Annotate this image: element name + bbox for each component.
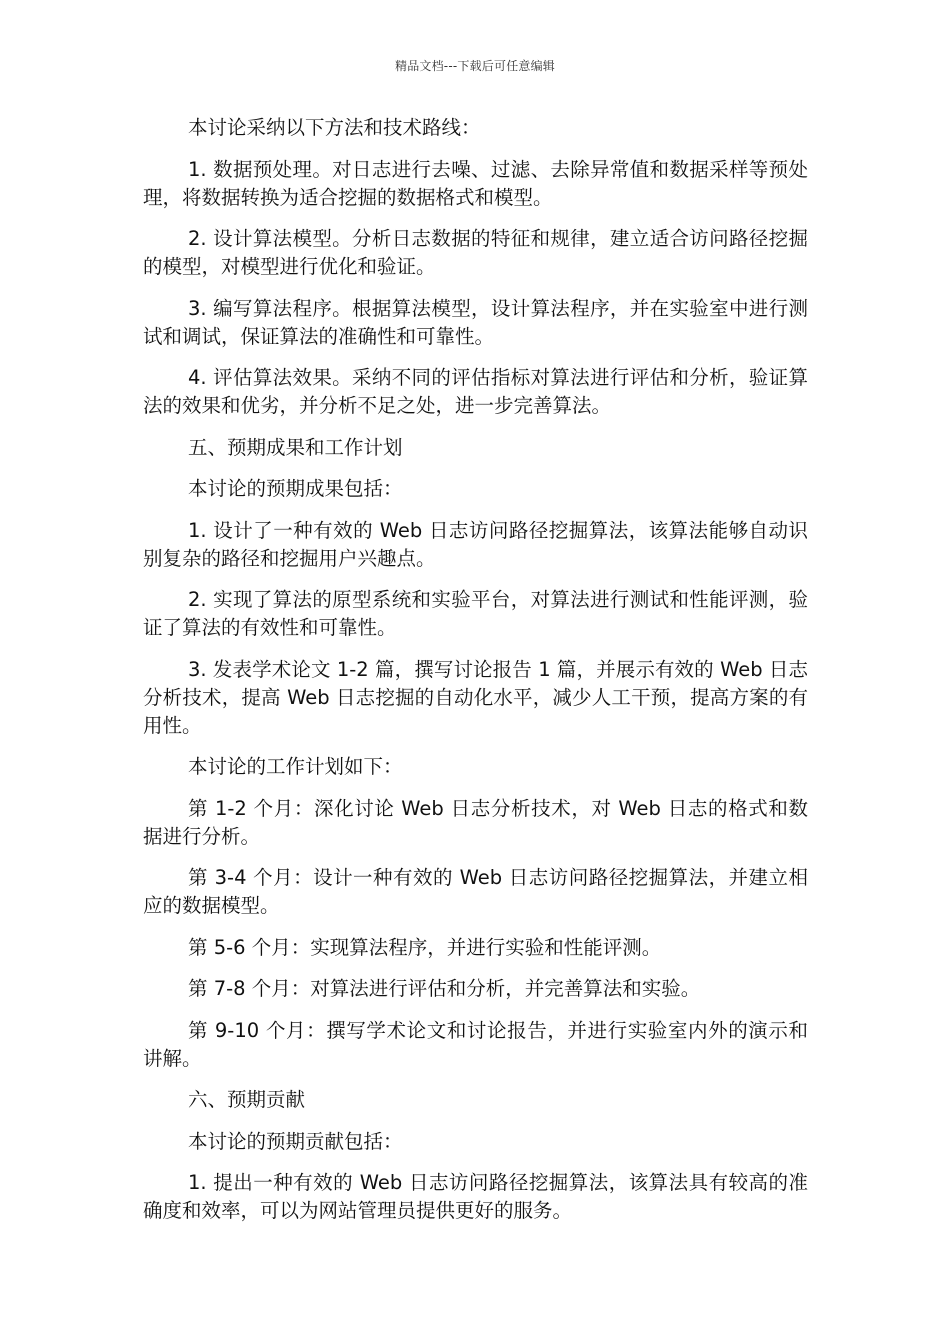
paragraph-method-2: 2. 设计算法模型。分析日志数据的特征和规律，建立适合访问路径挖掘的模型，对模型进行优化和验证。 [143, 227, 808, 278]
document-body [143, 114, 808, 1239]
paragraph-contrib-intro: 本讨论的预期贡献包括： [188, 1129, 403, 1153]
paragraph-contrib-1: 1. 提出一种有效的 Web 日志访问路径挖掘算法，该算法具有较高的准确度和效率，可以为网站管理员提供更好的服务。 [143, 1171, 808, 1222]
paragraph-methods-intro: 本讨论采纳以下方法和技术路线： [188, 116, 481, 139]
paragraph-plan-5: 第 9-10 个月：撰写学术论文和讨论报告，并进行实验室内外的演示和讲解。 [143, 1018, 808, 1070]
paragraph-plan-3: 第 5-6 个月：实现算法程序，并进行实验和性能评测。 [188, 935, 662, 959]
section-heading-5: 五、预期成果和工作计划 [188, 435, 403, 459]
paragraph-method-1: 1. 数据预处理。对日志进行去噪、过滤、去除异常值和数据采样等预处理，将数据转换为适合挖掘的数据格式和模型。 [143, 157, 808, 209]
paragraph-method-3: 3. 编写算法程序。根据算法模型，设计算法程序，并在实验室中进行测试和调试，保证算法的准确性和可靠性。 [143, 296, 808, 348]
paragraph-plan-1: 第 1-2 个月：深化讨论 Web 日志分析技术，对 Web 日志的格式和数据进行分析。 [143, 796, 808, 848]
page-header: 精品文档---下载后可任意编辑 [395, 59, 555, 73]
paragraph-outcome-1: 1. 设计了一种有效的 Web 日志访问路径挖掘算法，该算法能够自动识别复杂的路径和挖掘用户兴趣点。 [143, 518, 808, 570]
paragraph-plan-2: 第 3-4 个月：设计一种有效的 Web 日志访问路径挖掘算法，并建立相应的数据模型。 [143, 866, 808, 917]
paragraph-plan-intro: 本讨论的工作计划如下： [188, 755, 403, 778]
paragraph-outcome-3: 3. 发表学术论文 1-2 篇，撰写讨论报告 1 篇，并展示有效的 Web 日志分析技术，提高 Web 日志挖掘的自动化水平，减少人工干预，提高方案的有用性。 [143, 657, 808, 737]
paragraph-outcome-2: 2. 实现了算法的原型系统和实验平台，对算法进行测试和性能评测，验证了算法的有效性和可靠性。 [143, 588, 808, 639]
section-heading-6: 六、预期贡献 [188, 1088, 306, 1111]
paragraph-plan-4: 第 7-8 个月：对算法进行评估和分析，并完善算法和实验。 [188, 977, 701, 1000]
paragraph-method-4: 4. 评估算法效果。采纳不同的评估指标对算法进行评估和分析，验证算法的效果和优劣，并分析不足之处，进一步完善算法。 [143, 366, 808, 417]
paragraph-outcomes-intro: 本讨论的预期成果包括： [188, 477, 403, 500]
